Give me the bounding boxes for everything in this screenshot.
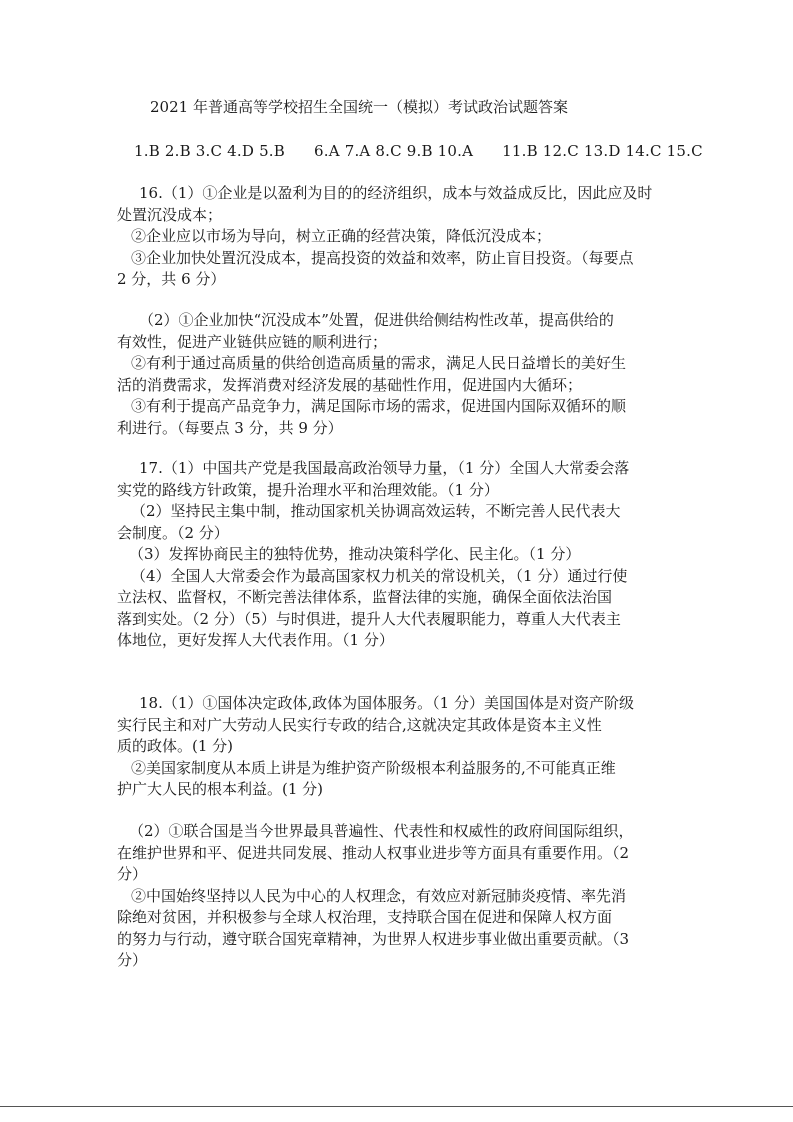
- mc-group-2: 6.A 7.A 8.C 9.B 10.A: [313, 142, 474, 160]
- q16-line: ②企业应以市场为导向，树立正确的经营决策，降低沉没成本；: [131, 227, 552, 245]
- question-16-part-2: [117, 310, 687, 439]
- q16-line: 活的消费需求，发挥消费对经济发展的基础性作用，促进国内大循环；: [117, 375, 583, 394]
- q16-line: ②有利于通过高质量的供给创造高质量的需求，满足人民日益增长的美好生: [131, 354, 627, 372]
- question-16-part-1: [117, 183, 687, 291]
- page-bottom-rule: [0, 1106, 793, 1107]
- question-17: [117, 458, 687, 652]
- q17-line: （2）坚持民主集中制，推动国家机关协调高效运转，不断完善人民代表大: [131, 502, 621, 520]
- mc-group-3: 11.B 12.C 13.D 14.C 15.C: [502, 142, 703, 160]
- q17-line: 会制度。（2 分）: [117, 523, 229, 542]
- q18-line: 实行民主和对广大劳动人民实行专政的结合,这就决定其政体是资本主义性: [117, 715, 602, 734]
- q17-line: （4）全国人大常委会作为最高国家权力机关的常设机关，（1 分）通过行使: [131, 566, 628, 585]
- q17-line: 立法权、监督权，不断完善法律体系，监督法律的实施，确保全面依法治国: [117, 588, 613, 606]
- q18-line: 分）: [117, 951, 148, 969]
- q17-line: 体地位，更好发挥人大代表作用。（1 分）: [117, 631, 394, 649]
- q16-line: ③有利于提高产品竞争力，满足国际市场的需求，促进国内国际双循环的顺: [131, 397, 627, 415]
- q16-line: 有效性，促进产业链供应链的顺利进行；: [117, 332, 388, 351]
- q17-line: （3）发挥协商民主的独特优势，推动决策科学化、民主化。（1 分）: [129, 545, 581, 563]
- q17-line: 落到实处。（2 分）（5）与时俱进，提升人大代表履职能力，尊重人大代表主: [117, 609, 621, 628]
- q16-line: ③企业加快处置沉没成本，提高投资的效益和效率，防止盲目投资。（每要点: [131, 248, 634, 267]
- q16-line: 16.（1）①企业是以盈利为目的的经济组织，成本与效益成反比，因此应及时: [139, 184, 653, 202]
- q18-line: 分）: [117, 865, 148, 883]
- q16-line: 处置沉没成本；: [117, 205, 223, 224]
- q18-line: 质的政体。(1 分): [117, 737, 234, 755]
- question-18-part-2: [117, 821, 687, 972]
- page-title: 2021 年普通高等学校招生全国统一（模拟）考试政治试题答案: [150, 98, 568, 116]
- q18-line: 除绝对贫困，并积极参与全球人权治理，支持联合国在促进和保障人权方面: [117, 908, 613, 926]
- q18-line: 的努力与行动，遵守联合国宪章精神，为世界人权进步事业做出重要贡献。（3: [117, 929, 630, 948]
- q16-line: 2 分，共 6 分）: [117, 270, 226, 288]
- q17-line: 实党的路线方针政策，提升治理水平和治理效能。（1 分）: [117, 480, 499, 499]
- question-18-part-1: [117, 693, 687, 801]
- q18-line: 护广大人民的根本利益。(1 分): [117, 780, 324, 798]
- q18-line: 18.（1）①国体决定政体,政体为国体服务。（1 分）美国国体是对资产阶级: [139, 694, 634, 712]
- q18-line: ②美国家制度从本质上讲是为维护资产阶级根本利益服务的,不可能真正维: [131, 758, 616, 777]
- multiple-choice-answers: [134, 142, 703, 160]
- q18-line: （2）①联合国是当今世界最具普遍性、代表性和权威性的政府间国际组织，: [129, 822, 634, 840]
- q16-line: （2）①企业加快“沉没成本”处置，促进供给侧结构性改革，提高供给的: [139, 311, 614, 329]
- q17-line: 17.（1）中国共产党是我国最高政治领导力量，（1 分）全国人大常委会落: [139, 459, 630, 477]
- mc-group-1: 1.B 2.B 3.C 4.D 5.B: [134, 142, 286, 160]
- q16-line: 利进行。（每要点 3 分，共 9 分）: [117, 418, 343, 437]
- q18-line: ②中国始终坚持以人民为中心的人权理念，有效应对新冠肺炎疫情、率先消: [131, 886, 627, 905]
- q18-line: 在维护世界和平、促进共同发展、推动人权事业进步等方面具有重要作用。（2: [117, 843, 630, 862]
